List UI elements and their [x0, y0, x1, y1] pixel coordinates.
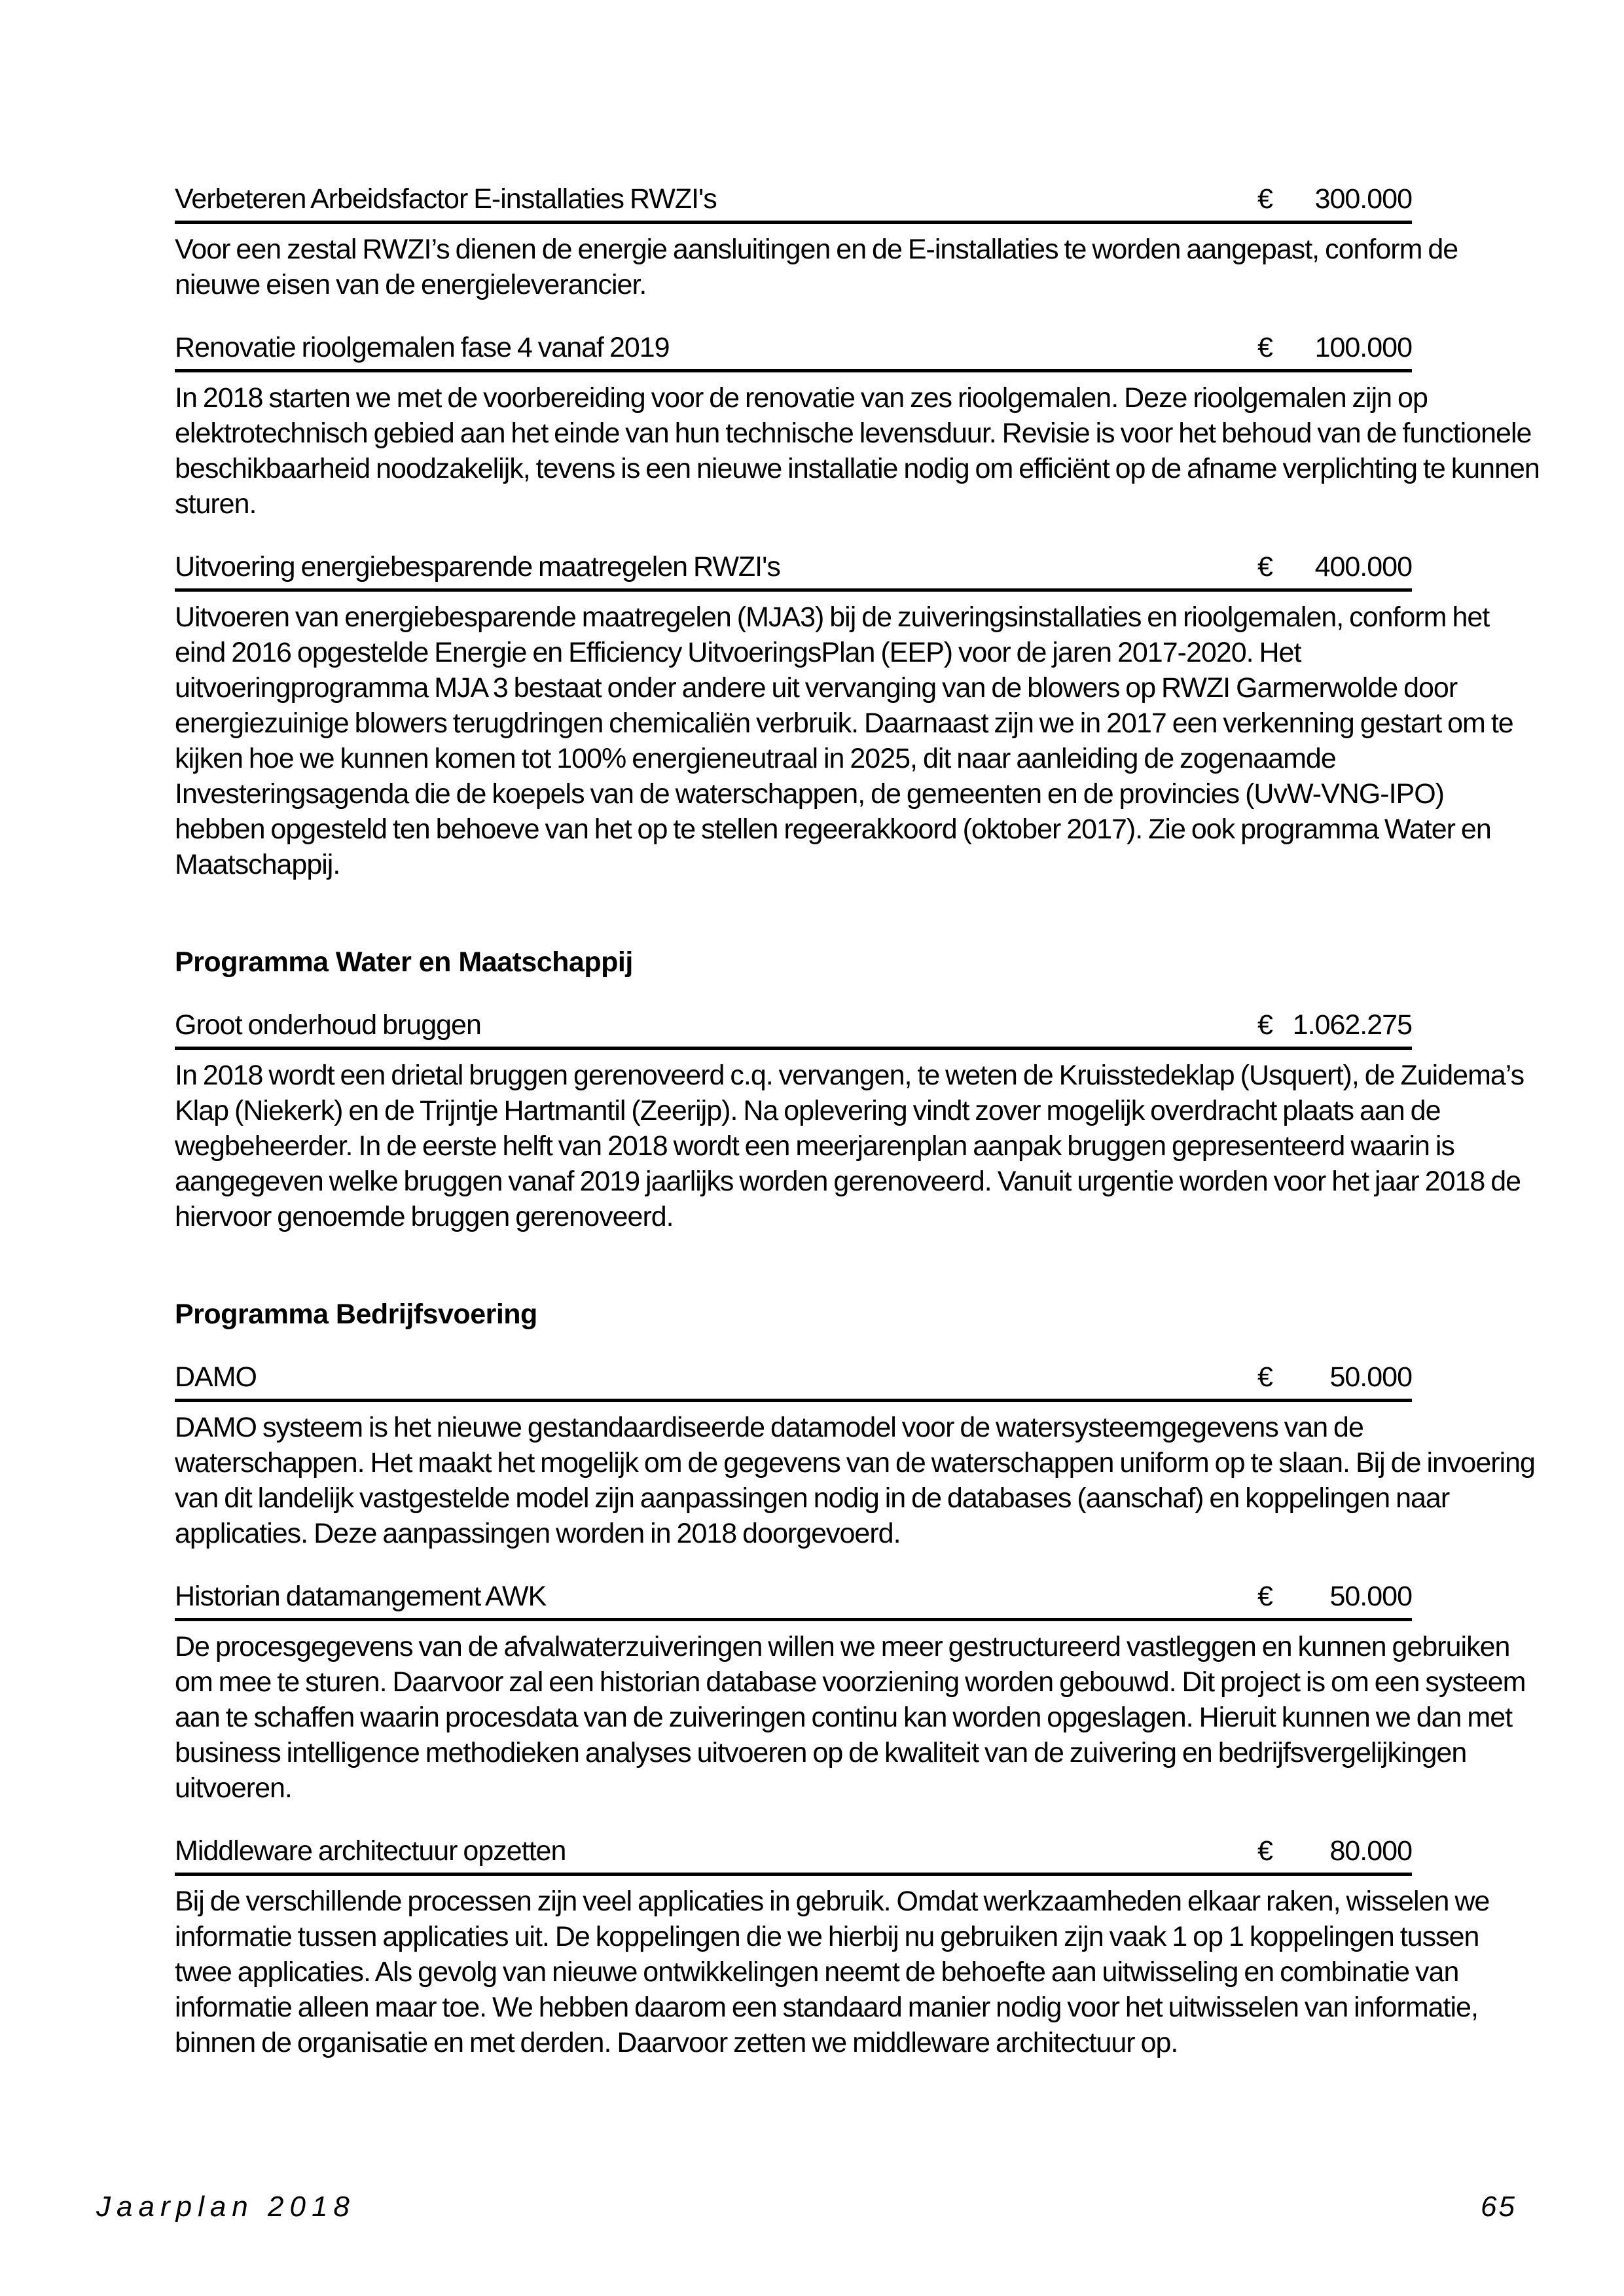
- project-amount: [1257, 1007, 1412, 1043]
- project-amount: [1257, 181, 1412, 217]
- euro-sign: €: [1257, 1835, 1272, 1867]
- amount-value: 400.000: [1314, 551, 1412, 583]
- project-section: [175, 1833, 1540, 2060]
- page-content: [175, 181, 1540, 2060]
- amount-value: 50.000: [1329, 1581, 1412, 1612]
- project-title: Verbeteren Arbeidsfactor E-installaties RWZI's: [175, 183, 717, 215]
- project-heading-row: [175, 1833, 1412, 1876]
- project-title: DAMO: [175, 1361, 257, 1393]
- project-section: [175, 1579, 1540, 1806]
- amount-value: 80.000: [1329, 1835, 1412, 1867]
- amount-value: 100.000: [1314, 332, 1412, 363]
- project-section: [175, 1359, 1540, 1551]
- project-section: [175, 181, 1540, 302]
- euro-sign: €: [1257, 551, 1272, 583]
- project-section: [175, 1007, 1540, 1234]
- project-description: Uitvoeren van energiebesparende maatregelen (MJA3) bij de zuiveringsinstallaties en rioolgemalen, conform het eind 2016 opgestelde Energie en Efficiency UitvoeringsPlan (EEP) voor de jaren 2017-2020. Het uitvoeringprogramma MJA 3 bestaat onder andere uit vervanging van de blowers op RWZI Garmerwolde door energiezuinige blowers terugdringen chemicaliën verbruik. Daarnaast zijn we in 2017 een verkenning gestart om te kijken hoe we kunnen komen tot 100% energieneutraal in 2025, dit naar aanleiding de zogenaamde Investeringsagenda die de koepels van de waterschappen, de gemeenten en de provincies (UvW-VNG-IPO) hebben opgesteld ten behoeve van het op te stellen regeerakkoord (oktober 2017). Zie ook programma Water en Maatschappij.: [175, 601, 1513, 880]
- project-description: De procesgegevens van de afvalwaterzuiveringen willen we meer gestructureerd vastleggen en kunnen gebruiken om mee te sturen. Daarvoor zal een historian database voorziening worden gebouwd. Dit project is om een systeem aan te schaffen waarin procesdata van de zuiveringen continu kan worden opgeslagen. Hieruit kunnen we dan met business intelligence methodieken analyses uitvoeren op de kwaliteit van de zuivering en bedrijfsvergelijkingen uitvoeren.: [175, 1631, 1526, 1804]
- amount-value: 50.000: [1329, 1361, 1412, 1393]
- project-heading-row: [175, 181, 1412, 224]
- project-description: DAMO systeem is het nieuwe gestandaardiseerde datamodel voor de watersysteemgegevens van de waterschappen. Het maakt het mogelijk om de gegevens van de waterschappen uniform op te slaan. Bij de invoering van dit landelijk vastgestelde model zijn aanpassingen nodig in de databases (aanschaf) en koppelingen naar applicaties. Deze aanpassingen worden in 2018 doorgevoerd.: [175, 1412, 1535, 1549]
- amount-value: 300.000: [1314, 183, 1412, 215]
- euro-sign: €: [1257, 1009, 1272, 1041]
- project-title: Groot onderhoud bruggen: [175, 1009, 481, 1041]
- euro-sign: €: [1257, 1361, 1272, 1393]
- project-title: Uitvoering energiebesparende maatregelen RWZI's: [175, 551, 780, 583]
- euro-sign: €: [1257, 1581, 1272, 1612]
- euro-sign: €: [1257, 183, 1272, 215]
- footer-page-number: 65: [1481, 2191, 1517, 2223]
- euro-sign: €: [1257, 332, 1272, 363]
- project-heading-row: [175, 549, 1412, 592]
- footer-document-title: Jaarplan 2018: [96, 2191, 355, 2223]
- project-title: Historian datamangement AWK: [175, 1581, 547, 1612]
- project-heading-row: [175, 1579, 1412, 1621]
- project-amount: [1257, 549, 1412, 584]
- project-heading-row: [175, 1359, 1412, 1402]
- project-amount: [1257, 330, 1412, 365]
- program-heading: Programma Water en Maatschappij: [175, 946, 633, 978]
- project-section: [175, 330, 1540, 522]
- project-description: Bij de verschillende processen zijn veel applicaties in gebruik. Omdat werkzaamheden elkaar raken, wisselen we informatie tussen applicaties uit. De koppelingen die we hierbij nu gebruiken zijn vaak 1 op 1 koppelingen tussen twee applicaties. Als gevolg van nieuwe ontwikkelingen neemt de behoefte aan uitwisseling en combinatie van informatie alleen maar toe. We hebben daarom een standaard manier nodig voor het uitwisselen van informatie, binnen de organisatie en met derden. Daarvoor zetten we middleware architectuur op.: [175, 1886, 1490, 2058]
- project-heading-row: [175, 330, 1412, 372]
- project-description: Voor een zestal RWZI’s dienen de energie aansluitingen en de E-installaties te worden aangepast, conform de nieuwe eisen van de energieleverancier.: [175, 234, 1458, 300]
- project-description: In 2018 wordt een drietal bruggen gerenoveerd c.q. vervangen, te weten de Kruisstedeklap (Usquert), de Zuidema’s Klap (Niekerk) en de Trijntje Hartmantil (Zeerijp). Na oplevering vindt zover mogelijk overdracht plaats aan de wegbeheerder. In de eerste helft van 2018 wordt een meerjarenplan aanpak bruggen gepresenteerd waarin is aangegeven welke bruggen vanaf 2019 jaarlijks worden gerenoveerd. Vanuit urgentie worden voor het jaar 2018 de hiervoor genoemde bruggen gerenoveerd.: [175, 1060, 1525, 1232]
- project-title: Middleware architectuur opzetten: [175, 1835, 566, 1867]
- program-heading: Programma Bedrijfsvoering: [175, 1299, 537, 1330]
- project-amount: [1257, 1833, 1412, 1869]
- project-title: Renovatie rioolgemalen fase 4 vanaf 2019: [175, 332, 670, 363]
- project-amount: [1257, 1579, 1412, 1614]
- project-section: [175, 549, 1540, 882]
- page-footer: [96, 2189, 1517, 2225]
- sections-list: [175, 181, 1540, 2060]
- project-description: In 2018 starten we met de voorbereiding voor de renovatie van zes rioolgemalen. Deze rioolgemalen zijn op elektrotechnisch gebied aan het einde van hun technische levensduur. Revisie is voor het behoud van de functionele beschikbaarheid noodzakelijk, tevens is een nieuwe installatie nodig om efficiënt op de afname verplichting te kunnen sturen.: [175, 382, 1540, 520]
- project-heading-row: [175, 1007, 1412, 1050]
- amount-value: 1.062.275: [1292, 1009, 1412, 1041]
- project-amount: [1257, 1359, 1412, 1395]
